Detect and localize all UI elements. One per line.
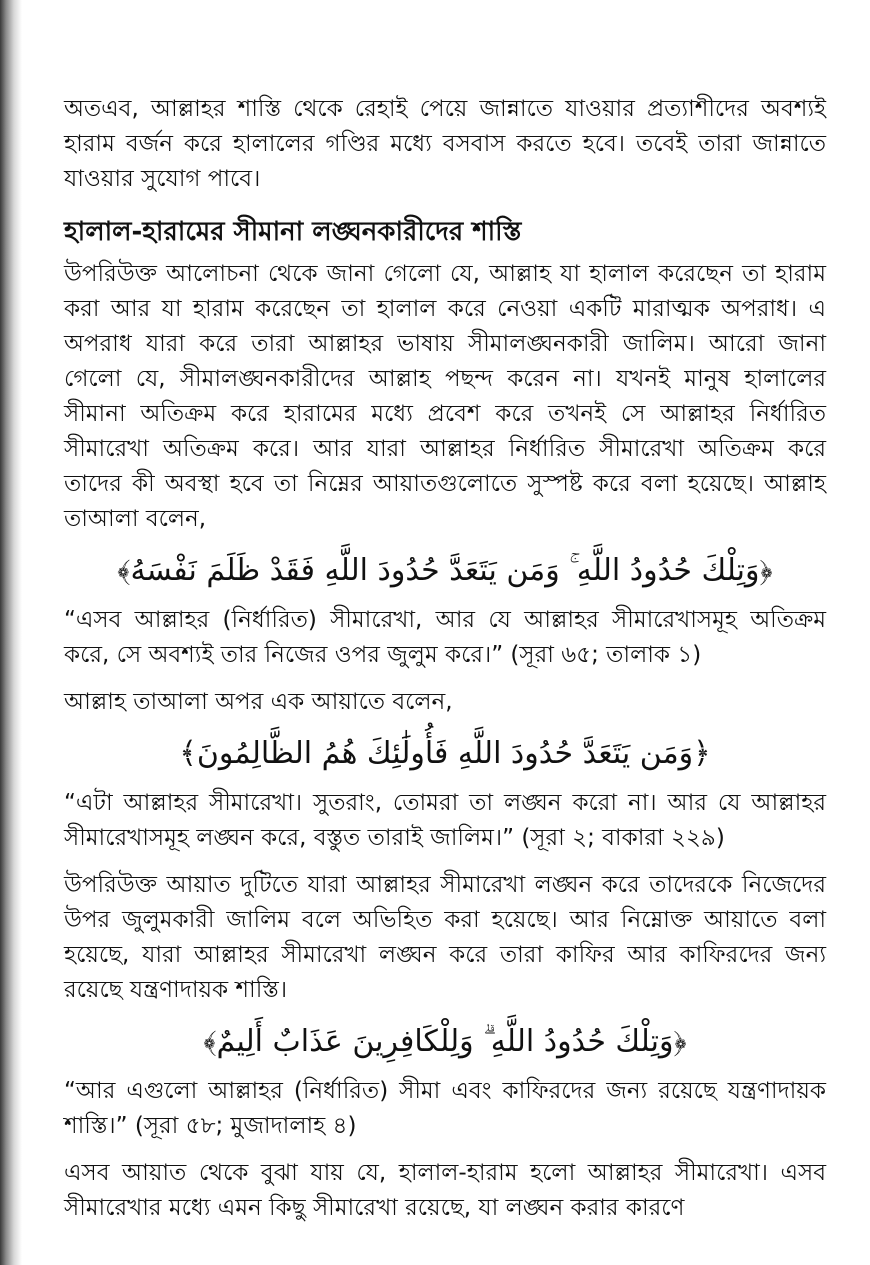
translation-2: “এটা আল্লাহর সীমারেখা। সুতরাং, তোমরা তা লঙ্ঘন করো না। আর যে আল্লাহর সীমারেখাসমূহ লঙ্ঘন করে, বস্তুত তারাই জালিম।” (সূরা ২; বাকারা ২২৯) <box>64 790 826 851</box>
paragraph-1: অতএব, আল্লাহর শাস্তি থেকে রেহাই পেয়ে জান্নাতে যাওয়ার প্রত্যাশীদের অবশ্যই হারাম বর্জন করে হালালের গণ্ডির মধ্যে বসবাস করতে হবে। তবেই তারা জান্নাতে যাওয়ার সুযোগ পাবে। <box>64 96 826 192</box>
paragraph-5: এসব আয়াত থেকে বুঝা যায় যে, হালাল-হারাম হলো আল্লাহর সীমারেখা। এসব সীমারেখার মধ্যে এমন কিছু সীমারেখা রয়েছে, যা লঙ্ঘন করার কারণে <box>64 1160 826 1221</box>
paragraph-4: উপরিউক্ত আয়াত দুটিতে যারা আল্লাহর সীমারেখা লঙ্ঘন করে তাদেরকে নিজেদের উপর জুলুমকারী জালিম বলে অভিহিত করা হয়েছে। আর নিম্নোক্ত আয়াতে বলা হয়েছে, যারা আল্লাহর সীমারেখা লঙ্ঘন করে তারা কাফির আর কাফিরদের জন্য রয়েছে যন্ত্রণাদায়ক শাস্তি। <box>64 872 826 1003</box>
translation-3: “আর এগুলো আল্লাহর (নির্ধারিত) সীমা এবং কাফিরদের জন্য রয়েছে যন্ত্রণাদায়ক শাস্তি।” (সূরা ৫৮; মুজাদালাহ ৪) <box>64 1078 826 1139</box>
arabic-verse-3: ﴿وَتِلْكَ حُدُودُ اللَّهِ ۗ وَلِلْكَافِرِينَ عَذَابٌ أَلِيمٌ﴾ <box>203 1024 687 1059</box>
section-heading: হালাল-হারামের সীমানা লঙ্ঘনকারীদের শাস্তি <box>64 217 522 247</box>
book-page <box>64 92 826 1226</box>
arabic-verse-1: ﴿وَتِلْكَ حُدُودُ اللَّهِ ۚ وَمَن يَتَعَدَّ حُدُودَ اللَّهِ فَقَدْ ظَلَمَ نَفْسَهُ﴾ <box>117 553 773 588</box>
arabic-verse-2: ﴿وَمَن يَتَعَدَّ حُدُودَ اللَّهِ فَأُولَٰئِكَ هُمُ الظَّالِمُونَ﴾ <box>179 736 711 771</box>
paragraph-3: আল্লাহ তাআলা অপর এক আয়াতে বলেন, <box>64 689 453 715</box>
paragraph-2: উপরিউক্ত আলোচনা থেকে জানা গেলো যে, আল্লাহ যা হালাল করেছেন তা হারাম করা আর যা হারাম করেছেন তা হালাল করে নেওয়া একটি মারাত্মক অপরাধ। এ অপরাধ যারা করে তারা আল্লাহর ভাষায় সীমালঙ্ঘনকারী জালিম। আরো জানা গেলো যে, সীমালঙ্ঘনকারীদের আল্লাহ পছন্দ করেন না। যখনই মানুষ হালালের সীমানা অতিক্রম করে হারামের মধ্যে প্রবেশ করে তখনই সে আল্লাহর নির্ধারিত সীমারেখা অতিক্রম করে। আর যারা আল্লাহর নির্ধারিত সীমারেখা অতিক্রম করে তাদের কী অবস্থা হবে তা নিম্নের আয়াতগুলোতে সুস্পষ্ট করে বলা হয়েছে। আল্লাহ তাআলা বলেন, <box>64 261 826 532</box>
translation-1: “এসব আল্লাহর (নির্ধারিত) সীমারেখা, আর যে আল্লাহর সীমারেখাসমূহ অতিক্রম করে, সে অবশ্যই তার নিজের ওপর জুলুম করে।” (সূরা ৬৫; তালাক ১) <box>64 607 826 668</box>
page-binding-shadow <box>0 0 22 1265</box>
